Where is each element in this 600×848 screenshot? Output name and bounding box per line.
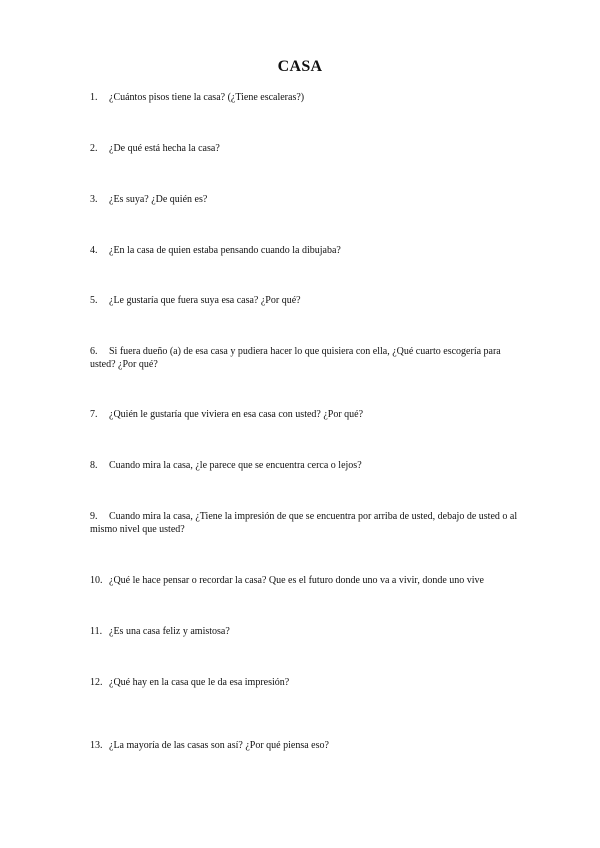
question-3 — [90, 193, 530, 206]
question-text: ¿Qué hay en la casa que le da esa impresión? — [109, 677, 290, 688]
question-number: 7. — [90, 409, 98, 420]
question-text: Cuando mira la casa, ¿Tiene la impresión de que se encuentra por arriba de usted, debajo de usted o al — [109, 511, 518, 522]
question-text: Si fuera dueño (a) de esa casa y pudiera hacer lo que quisiera con ella, ¿Qué cuarto escogería para — [109, 346, 501, 357]
question-number: 9. — [90, 511, 98, 522]
question-number: 8. — [90, 460, 98, 471]
question-number: 3. — [90, 194, 98, 205]
question-4 — [90, 244, 530, 257]
question-text: ¿Cuántos pisos tiene la casa? (¿Tiene escaleras?) — [109, 92, 305, 103]
question-text: ¿Quién le gustaría que viviera en esa casa con usted? ¿Por qué? — [109, 409, 364, 420]
question-text: ¿De qué está hecha la casa? — [109, 143, 220, 154]
question-12 — [90, 676, 530, 689]
question-number: 11. — [90, 626, 103, 637]
question-6 — [90, 345, 530, 371]
question-2 — [90, 142, 530, 155]
question-text: ¿En la casa de quien estaba pensando cuando la dibujaba? — [109, 245, 341, 256]
question-number: 2. — [90, 143, 98, 154]
question-number: 12. — [90, 677, 103, 688]
question-number: 4. — [90, 245, 98, 256]
question-number: 13. — [90, 740, 103, 751]
question-13 — [90, 739, 530, 752]
question-number: 10. — [90, 575, 103, 586]
question-7 — [90, 408, 530, 421]
question-text: ¿Es una casa feliz y amistosa? — [109, 626, 230, 637]
question-1 — [90, 91, 530, 104]
question-5 — [90, 294, 530, 307]
question-number: 1. — [90, 92, 98, 103]
question-9 — [90, 510, 530, 536]
question-text: ¿Es suya? ¿De quién es? — [109, 194, 208, 205]
question-11 — [90, 625, 530, 638]
question-text-continuation: usted? ¿Por qué? — [90, 359, 158, 370]
question-10 — [90, 574, 530, 587]
question-number: 6. — [90, 346, 98, 357]
question-text: ¿Le gustaría que fuera suya esa casa? ¿Por qué? — [109, 295, 301, 306]
question-text: ¿La mayoría de las casas son así? ¿Por qué piensa eso? — [109, 740, 329, 751]
page-title: CASA — [277, 58, 323, 75]
question-8 — [90, 459, 530, 472]
question-text: Cuando mira la casa, ¿le parece que se encuentra cerca o lejos? — [109, 460, 362, 471]
question-text: ¿Qué le hace pensar o recordar la casa? Que es el futuro donde uno va a vivir, donde uno vive — [109, 575, 484, 586]
question-number: 5. — [90, 295, 98, 306]
question-text-continuation: mismo nivel que usted? — [90, 524, 185, 535]
